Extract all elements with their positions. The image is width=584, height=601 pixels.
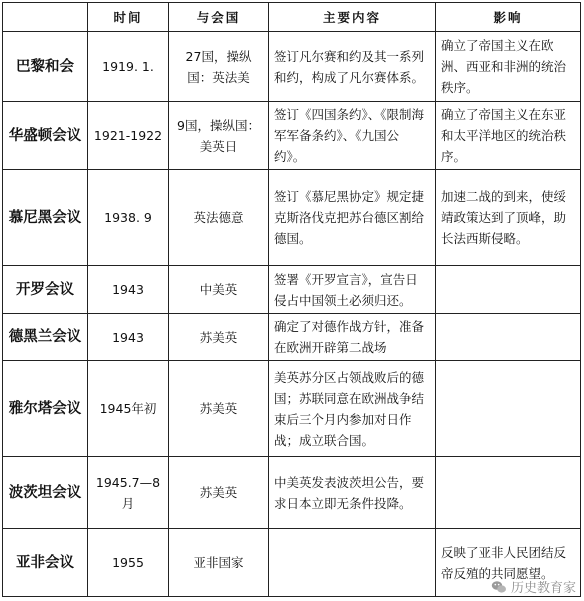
conference-name: 波茨坦会议 <box>3 457 88 529</box>
conference-name: 雅尔塔会议 <box>3 361 88 457</box>
conference-parties: 亚非国家 <box>169 529 269 597</box>
conference-impact <box>436 457 581 529</box>
conference-content: 美英苏分区占领战败后的德国；苏联同意在欧洲战争结束后三个月内参加对日作战；成立联合国。 <box>269 361 436 457</box>
watermark <box>491 577 576 596</box>
conference-name: 开罗会议 <box>3 266 88 314</box>
header-row <box>3 3 581 32</box>
conference-impact <box>436 314 581 361</box>
conference-time: 1945年初 <box>88 361 169 457</box>
conference-name: 巴黎和会 <box>3 32 88 102</box>
conference-time: 1943 <box>88 314 169 361</box>
conference-content: 签订凡尔赛和约及其一系列和约，构成了凡尔赛体系。 <box>269 32 436 102</box>
table-row <box>3 170 581 266</box>
conference-content: 中美英发表波茨坦公告，要求日本立即无条件投降。 <box>269 457 436 529</box>
conference-parties: 9国，操纵国：美英日 <box>169 102 269 170</box>
header-parties: 与会国 <box>169 3 269 32</box>
header-name <box>3 3 88 32</box>
conference-parties: 苏美英 <box>169 361 269 457</box>
conference-time: 1938. 9 <box>88 170 169 266</box>
table-row <box>3 457 581 529</box>
conference-impact <box>436 266 581 314</box>
conference-content: 签订《慕尼黑协定》规定捷克斯洛伐克把苏台德区割给德国。 <box>269 170 436 266</box>
conference-content <box>269 529 436 597</box>
wechat-icon <box>491 579 507 595</box>
conference-time: 1921-1922 <box>88 102 169 170</box>
table-row <box>3 266 581 314</box>
conference-time: 1945.7—8月 <box>88 457 169 529</box>
conference-name: 亚非会议 <box>3 529 88 597</box>
table-row <box>3 314 581 361</box>
conference-impact: 确立了帝国主义在欧洲、西亚和非洲的统治秩序。 <box>436 32 581 102</box>
header-time: 时间 <box>88 3 169 32</box>
conference-parties: 苏美英 <box>169 457 269 529</box>
header-content: 主要内容 <box>269 3 436 32</box>
conference-impact: 反映了亚非人民团结反帝反殖的共同愿望。 <box>436 529 581 597</box>
conference-impact: 加速二战的到来，使绥靖政策达到了顶峰，助长法西斯侵略。 <box>436 170 581 266</box>
conference-name: 慕尼黑会议 <box>3 170 88 266</box>
conference-content: 确定了对德作战方针，准备在欧洲开辟第二战场 <box>269 314 436 361</box>
header-impact: 影响 <box>436 3 581 32</box>
conference-impact: 确立了帝国主义在东亚和太平洋地区的统治秩序。 <box>436 102 581 170</box>
conference-parties: 27国，操纵国：英法美 <box>169 32 269 102</box>
conference-time: 1919. 1. <box>88 32 169 102</box>
conference-content: 签署《开罗宣言》，宣告日侵占中国领土必须归还。 <box>269 266 436 314</box>
watermark-text: 历史教育家 <box>510 581 576 596</box>
conference-parties: 中美英 <box>169 266 269 314</box>
table-row <box>3 32 581 102</box>
conference-name: 华盛顿会议 <box>3 102 88 170</box>
conference-parties: 英法德意 <box>169 170 269 266</box>
conference-content: 签订《四国条约》、《限制海军军备条约》、《九国公约》。 <box>269 102 436 170</box>
conference-time: 1955 <box>88 529 169 597</box>
conference-parties: 苏美英 <box>169 314 269 361</box>
conference-impact <box>436 361 581 457</box>
conference-name: 德黑兰会议 <box>3 314 88 361</box>
conference-time: 1943 <box>88 266 169 314</box>
table-row <box>3 102 581 170</box>
table-row <box>3 361 581 457</box>
conference-table <box>2 2 581 597</box>
